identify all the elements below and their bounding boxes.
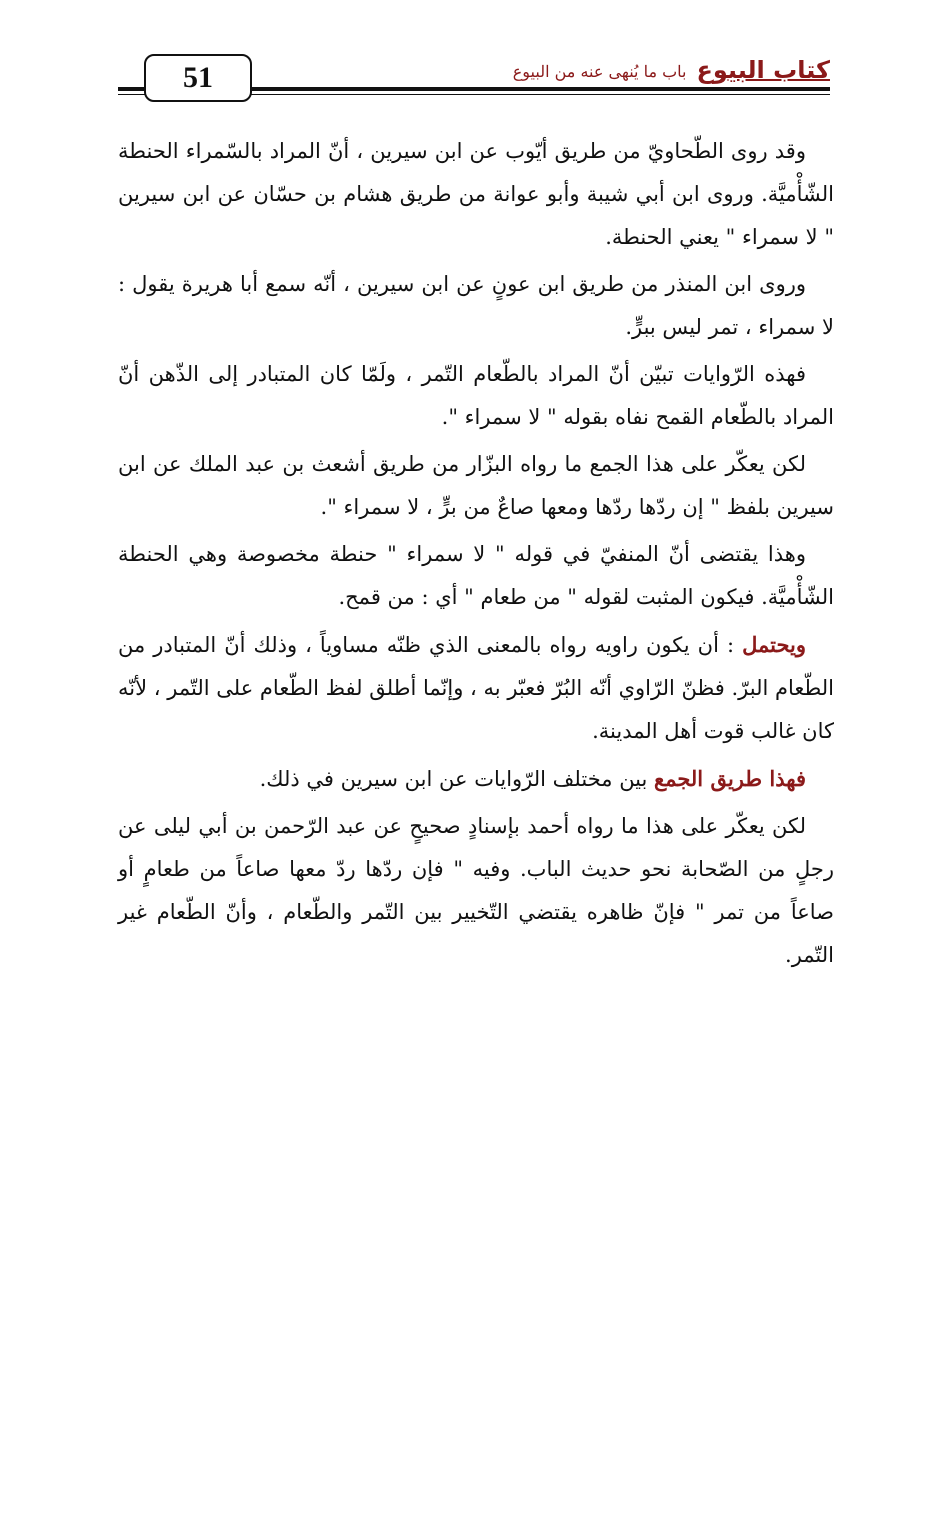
paragraph-6-text: : أن يكون راويه رواه بالمعنى الذي ظنّه مساوياً ، وذلك أنّ المتبادر من الطّعام البرّ. فظنّ الرّاوي أنّه البُرّ فعبّر به ، وإنّما أطلق لفظ الطّعام على التّمر ، لأنّه كان غالب قوت أهل المدينة. (118, 633, 834, 743)
paragraph-7-text: بين مختلف الرّوايات عن ابن سيرين في ذلك. (259, 767, 655, 791)
running-head (503, 50, 830, 84)
page-number: 51 (144, 54, 252, 102)
paragraph-3: فهذه الرّوايات تبيّن أنّ المراد بالطّعام التّمر ، ولَمّا كان المتبادر إلى الذّهن أنّ المراد بالطّعام القمح نفاه بقوله " لا سمراء ". (118, 362, 834, 429)
paragraph-7 (118, 757, 834, 801)
page-body (118, 130, 834, 981)
highlight-term: ويحتمل (742, 632, 806, 657)
paragraph-2: وروى ابن المنذر من طريق ابن عونٍ عن ابن سيرين ، أنّه سمع أبا هريرة يقول : لا سمراء ، تمر ليس ببرٍّ. (118, 272, 834, 339)
paragraph-6 (118, 623, 834, 753)
highlight-term: فهذا طريق الجمع (654, 766, 806, 791)
paragraph-8: لكن يعكّر على هذا ما رواه أحمد بإسنادٍ صحيحٍ عن عبد الرّحمن بن أبي ليلى عن رجلٍ من الصّحابة نحو حديث الباب. وفيه " فإن ردّها ردّ معها صاعاً من طعامٍ أو صاعاً من تمر " فإنّ ظاهره يقتضي التّخيير بين التّمر والطّعام ، وأنّ الطّعام غير التّمر. (118, 814, 834, 967)
paragraph-4: لكن يعكّر على هذا الجمع ما رواه البزّار من طريق أشعث بن عبد الملك عن ابن سيرين بلفظ " إن ردّها ردّها ومعها صاعٌ من برٍّ ، لا سمراء ". (118, 452, 834, 519)
paragraph-5: وهذا يقتضى أنّ المنفيّ في قوله " لا سمراء " حنطة مخصوصة وهي الحنطة الشّأْميَّة. فيكون المثبت لقوله " من طعام " أي : من قمح. (118, 542, 834, 609)
chapter-title: باب ما يُنهى عنه من البيوع (512, 62, 687, 81)
page-header (118, 48, 830, 100)
paragraph-1: وقد روى الطّحاويّ من طريق أيّوب عن ابن سيرين ، أنّ المراد بالسّمراء الحنطة الشّأْميَّة. وروى ابن أبي شيبة وأبو عوانة من طريق هشام بن حسّان عن ابن سيرين " لا سمراء " يعني الحنطة. (118, 139, 834, 249)
book-title: كتاب البيوع (696, 56, 830, 84)
